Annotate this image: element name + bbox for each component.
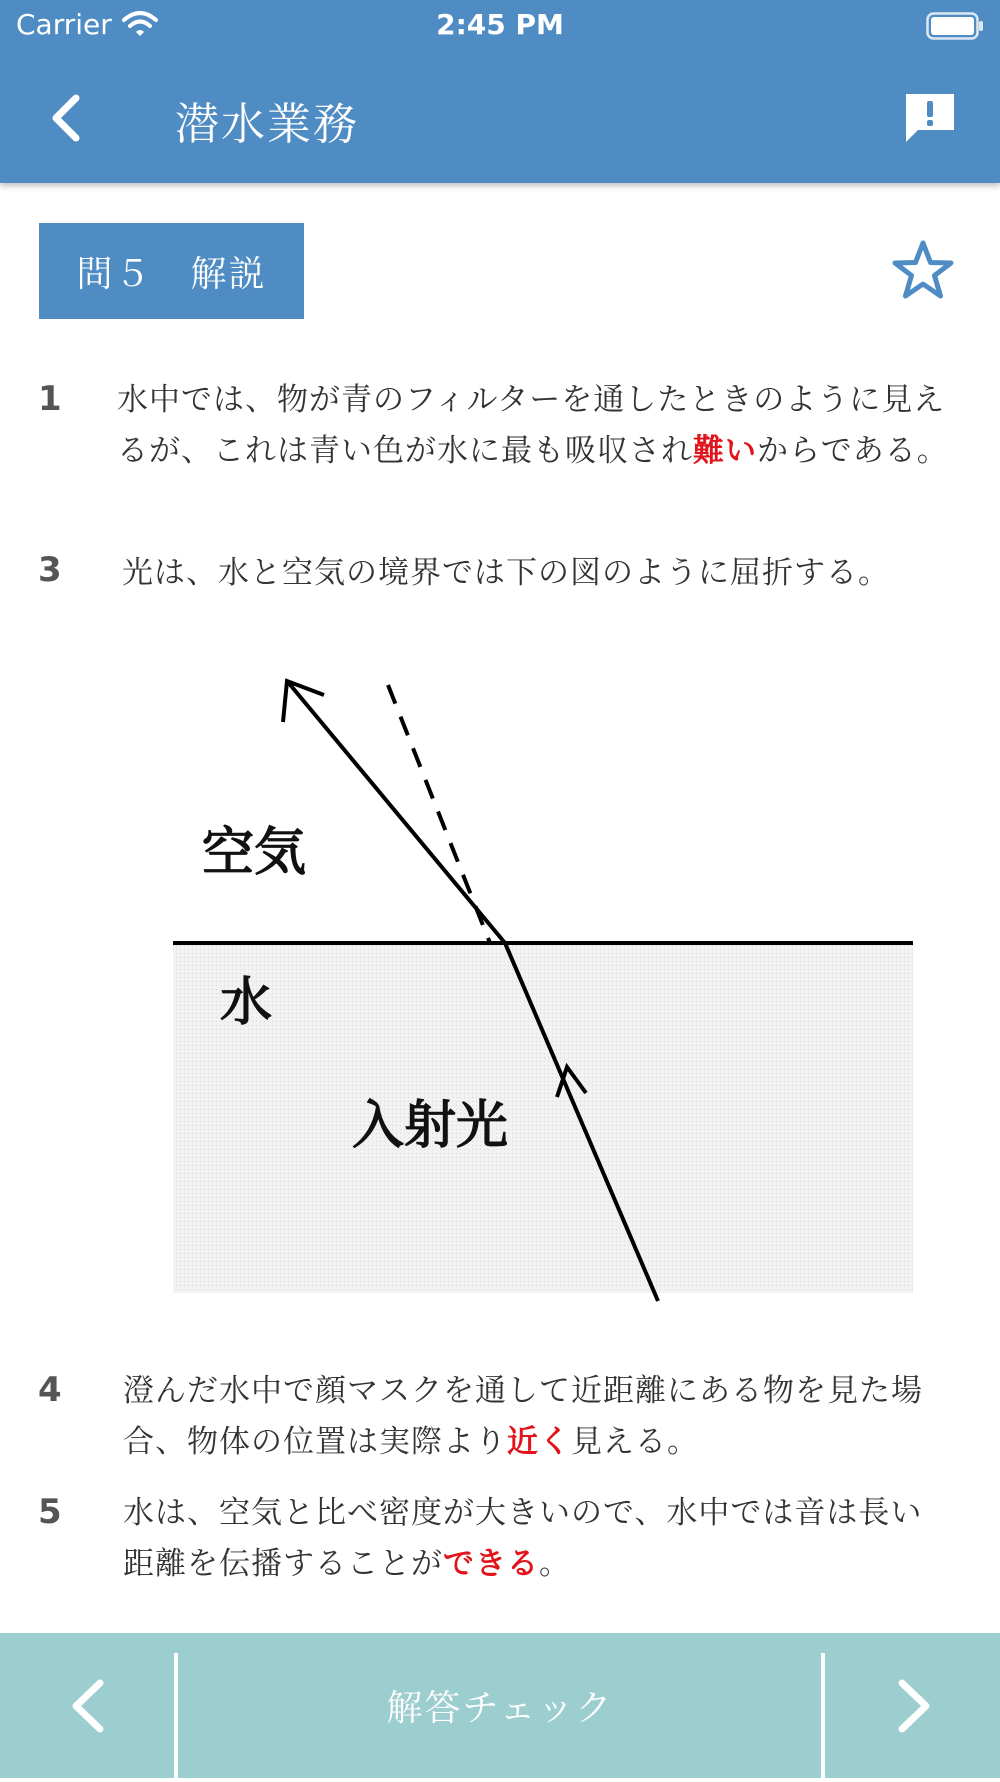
report-icon <box>900 88 960 148</box>
text-part: 水中では、物が青のフィルターを通したときのように見えるが、これは青い色が水に最も吸収され <box>117 382 946 469</box>
back-button[interactable] <box>40 88 100 148</box>
favorite-button[interactable] <box>890 238 956 304</box>
item-number: 1 <box>38 379 62 419</box>
answer-check-button[interactable]: 解答チェック <box>386 1688 614 1729</box>
chevron-right-icon <box>825 1633 1000 1778</box>
text-part: 澄んだ水中で顔マスクを通して近距離にある物を見た場合、物体の位置は実際より <box>123 1373 923 1460</box>
status-time: 2:45 PM <box>436 8 564 41</box>
next-question-button[interactable] <box>825 1633 1000 1778</box>
page-title: 潜水業務 <box>175 99 359 150</box>
star-outline-icon <box>890 238 956 304</box>
highlighted-text: 近く <box>507 1424 571 1460</box>
battery-icon <box>926 12 984 47</box>
refraction-diagram <box>160 665 920 1315</box>
bottom-toolbar <box>0 1633 1000 1778</box>
air-label: 空気 <box>202 822 307 883</box>
highlighted-text: できる <box>443 1546 539 1582</box>
text-part: 水は、空気と比べ密度が大きいので、水中では音は長い距離を伝播することが <box>123 1495 923 1582</box>
nav-bar <box>0 60 1000 172</box>
report-button[interactable] <box>900 88 960 148</box>
item-number: 5 <box>38 1492 62 1532</box>
incident-label: 入射光 <box>352 1095 509 1156</box>
text-part: 見える。 <box>571 1424 699 1460</box>
carrier-label: Carrier <box>16 8 112 41</box>
chevron-left-icon <box>0 1633 175 1778</box>
item-text <box>122 548 972 599</box>
text-part: 。 <box>539 1546 571 1582</box>
status-bar <box>0 0 1000 50</box>
toolbar-divider <box>174 1653 178 1778</box>
highlighted-text: 難い <box>693 433 757 469</box>
text-part: からである。 <box>757 433 949 469</box>
item-text <box>123 1366 953 1468</box>
previous-question-button[interactable] <box>0 1633 175 1778</box>
text-part: 光は、水と空気の境界では下の図のように屈折する。 <box>122 555 890 591</box>
item-number: 4 <box>38 1370 62 1410</box>
app-header <box>0 0 1000 183</box>
refracted-ray <box>287 681 505 943</box>
item-number: 3 <box>38 550 62 590</box>
water-label: 水 <box>220 972 273 1033</box>
section-badge: 問５ 解説 <box>39 223 304 319</box>
chevron-left-icon <box>40 88 100 148</box>
item-text <box>117 375 962 477</box>
item-text <box>123 1488 953 1590</box>
water-region <box>173 943 913 1293</box>
